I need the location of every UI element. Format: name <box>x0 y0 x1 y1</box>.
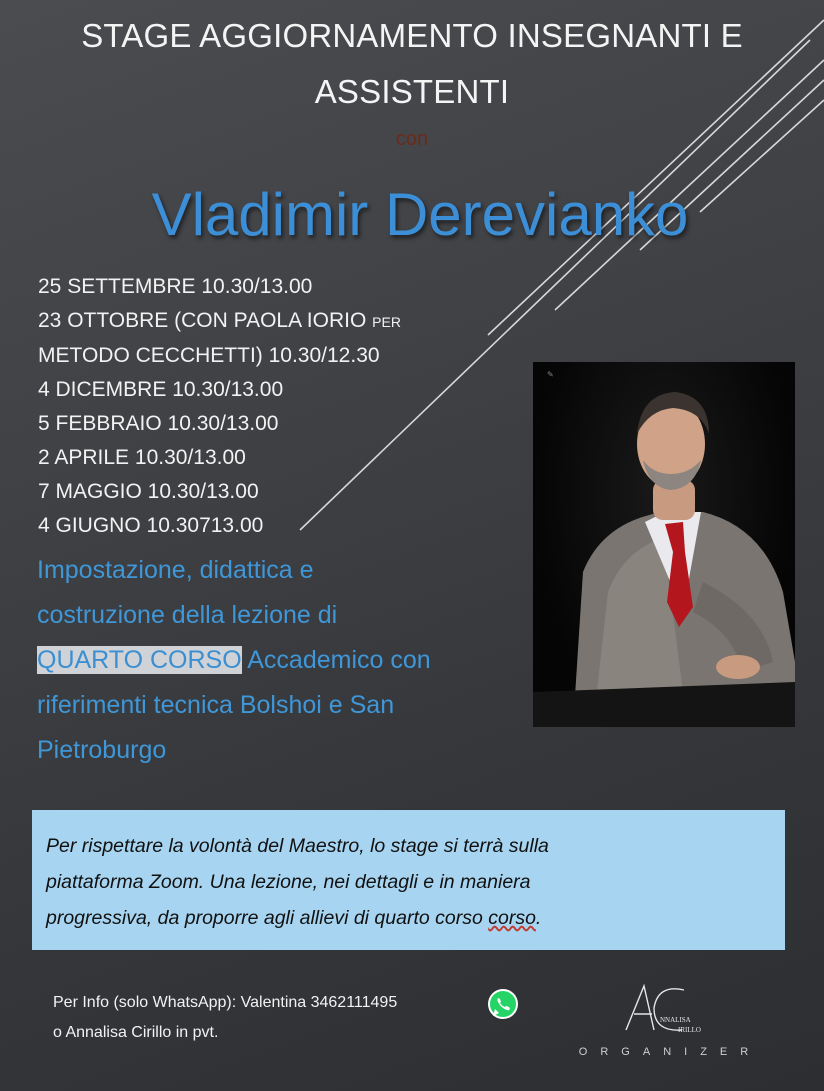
info-text-part: . <box>535 907 542 929</box>
page-title <box>0 8 824 120</box>
info-text-part: progressiva, da proporre agli allievi di quarto corso <box>46 907 489 929</box>
organizer-label: ORGANIZER <box>578 1046 762 1058</box>
desc-line: riferimenti tecnica Bolshoi e San <box>37 691 395 719</box>
portrait-illustration <box>533 362 795 727</box>
course-description <box>37 548 517 773</box>
contact-line-whatsapp: Per Info (solo WhatsApp): Valentina 3462111495 <box>53 994 398 1011</box>
desc-line: costruzione della lezione di <box>37 601 338 629</box>
highlight-quarto-corso: QUARTO CORSO <box>37 646 242 674</box>
date-item: 2 APRILE 10.30/13.00 <box>38 446 246 469</box>
date-item: 5 FEBBRAIO 10.30/13.00 <box>38 412 279 435</box>
info-line: piattaforma Zoom. Una lezione, nei dettagli e in maniera <box>46 871 531 893</box>
title-line-2: ASSISTENTI <box>314 73 510 110</box>
date-item: 4 DICEMBRE 10.30/13.00 <box>38 378 284 401</box>
info-line <box>46 900 771 936</box>
photo-signature-mark: ✎ <box>547 370 554 379</box>
date-item: METODO CECCHETTI) 10.30/12.30 <box>38 344 380 367</box>
date-text-small: PER <box>372 314 401 330</box>
desc-line: Impostazione, didattica e <box>37 556 314 584</box>
desc-line <box>37 638 517 683</box>
date-item: 4 GIUGNO 10.30713.00 <box>38 514 264 537</box>
date-text: 23 OTTOBRE (CON PAOLA IORIO <box>38 309 373 332</box>
contact-info <box>53 988 397 1048</box>
date-item: 7 MAGGIO 10.30/13.00 <box>38 480 259 503</box>
contact-line-pvt: o Annalisa Cirillo in pvt. <box>53 1024 219 1041</box>
spellcheck-word: corso <box>488 907 536 929</box>
info-line: Per rispettare la volontà del Maestro, lo stage si terrà sulla <box>46 835 549 857</box>
teacher-name: Vladimir Derevianko <box>151 181 689 248</box>
whatsapp-icon <box>487 988 519 1020</box>
dates-list <box>38 270 401 543</box>
info-box <box>32 810 785 950</box>
svg-text:NNALISA: NNALISA <box>660 1016 691 1024</box>
info-text <box>46 828 771 936</box>
with-label: con <box>395 128 429 150</box>
date-item <box>38 304 401 339</box>
teacher-photo <box>533 362 795 727</box>
date-item: 25 SETTEMBRE 10.30/13.00 <box>38 275 313 298</box>
title-line-1: STAGE AGGIORNAMENTO INSEGNANTI E <box>81 17 743 54</box>
desc-text: Accademico con <box>241 646 431 674</box>
desc-line: Pietroburgo <box>37 736 167 764</box>
svg-text:IRILLO: IRILLO <box>678 1026 701 1034</box>
